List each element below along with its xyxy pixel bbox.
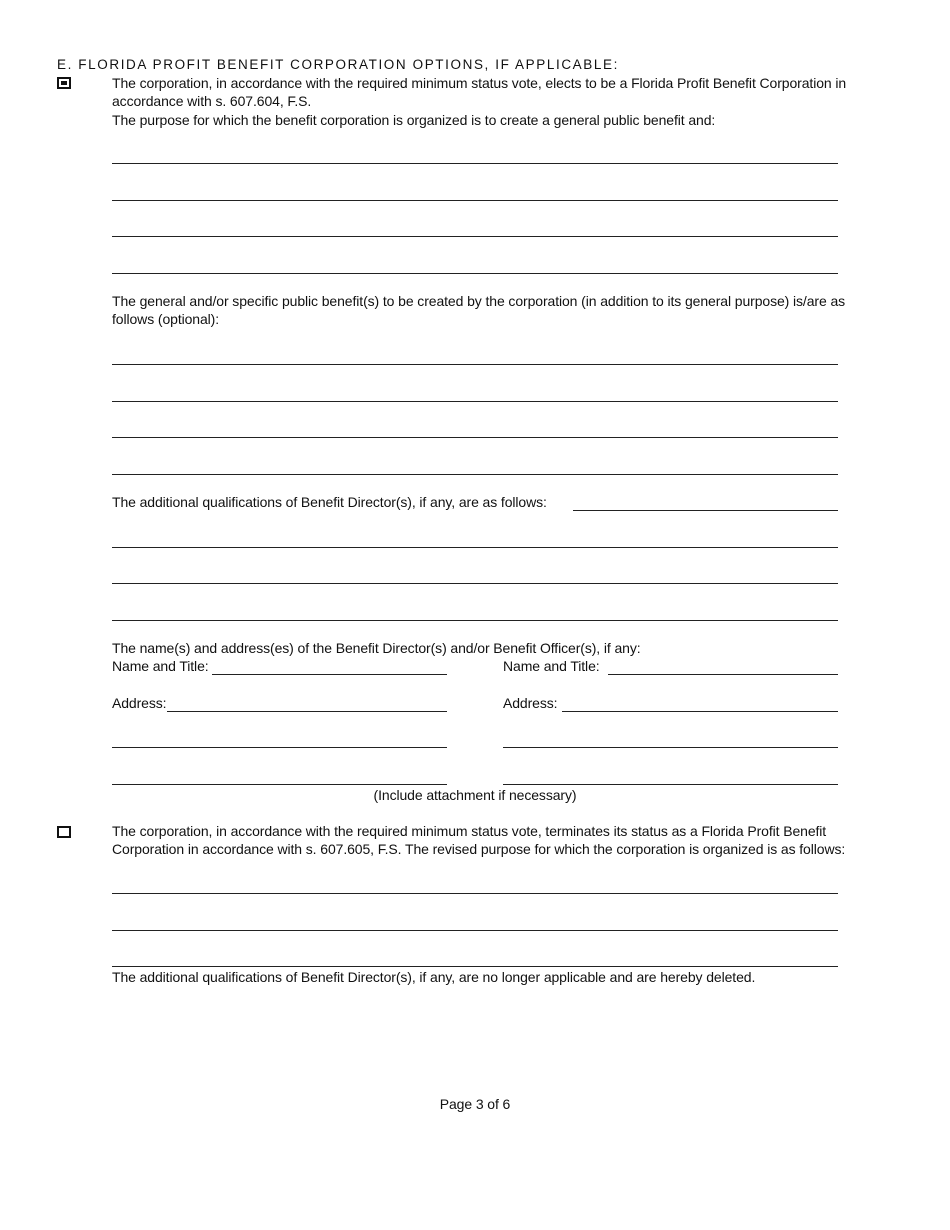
specific-benefit-line-2[interactable] [112, 401, 838, 402]
name-title-label-left: Name and Title: [112, 658, 209, 674]
page-number: Page 3 of 6 [439, 1096, 511, 1112]
revised-purpose-line-2[interactable] [112, 930, 838, 931]
director-qualifications-text: The additional qualifications of Benefit Director(s), if any, are as follows: [112, 494, 547, 510]
address-label-right: Address: [503, 695, 558, 711]
purpose-text: The purpose for which the benefit corporation is organized is to create a general public benefit and: [112, 112, 716, 128]
specific-benefit-line-3[interactable] [112, 437, 838, 438]
elect-text-line2: accordance with s. 607.604, F.S. [112, 93, 312, 109]
revised-purpose-line-1[interactable] [112, 893, 838, 894]
attachment-note: (Include attachment if necessary) [373, 787, 577, 803]
qualifications-line-1[interactable] [112, 547, 838, 548]
terminate-text-line2: Corporation in accordance with s. 607.605, F.S. The revised purpose for which the corporation is organized is as follows: [112, 841, 846, 857]
specific-benefit-line-4[interactable] [112, 474, 838, 475]
address-field-left-3[interactable] [112, 784, 447, 785]
qualifications-deleted-note: The additional qualifications of Benefit Director(s), if any, are no longer applicable and are hereby deleted. [112, 969, 756, 985]
address-field-right-3[interactable] [503, 784, 838, 785]
name-title-label-right: Name and Title: [503, 658, 600, 674]
name-title-field-right[interactable] [608, 674, 838, 675]
specific-benefit-text-line2: follows (optional): [112, 311, 220, 327]
purpose-line-1[interactable] [112, 163, 838, 164]
terminate-benefit-corporation-checkbox[interactable] [57, 826, 71, 838]
section-heading: E. FLORIDA PROFIT BENEFIT CORPORATION OPTIONS, IF APPLICABLE: [57, 57, 619, 72]
revised-purpose-line-3[interactable] [112, 966, 838, 967]
qualifications-line-2[interactable] [112, 583, 838, 584]
specific-benefit-line-1[interactable] [112, 364, 838, 365]
address-field-left-2[interactable] [112, 747, 447, 748]
purpose-line-3[interactable] [112, 236, 838, 237]
address-label-left: Address: [112, 695, 167, 711]
elect-text-line1: The corporation, in accordance with the required minimum status vote, elects to be a Florida Profit Benefit Corporation in [112, 75, 847, 91]
elect-benefit-corporation-checkbox[interactable] [57, 77, 71, 89]
qualifications-line-3[interactable] [112, 620, 838, 621]
purpose-line-2[interactable] [112, 200, 838, 201]
address-field-left-1[interactable] [167, 711, 447, 712]
name-title-field-left[interactable] [212, 674, 447, 675]
address-field-right-2[interactable] [503, 747, 838, 748]
qualifications-inline-line[interactable] [573, 510, 838, 511]
specific-benefit-text-line1: The general and/or specific public benefit(s) to be created by the corporation (in addition to its general purpose) is/are as [112, 293, 846, 309]
terminate-text-line1: The corporation, in accordance with the required minimum status vote, terminates its status as a Florida Profit Benefit [112, 823, 827, 839]
purpose-line-4[interactable] [112, 273, 838, 274]
address-field-right-1[interactable] [562, 711, 838, 712]
names-addresses-intro: The name(s) and address(es) of the Benefit Director(s) and/or Benefit Officer(s), if any: [112, 640, 641, 656]
